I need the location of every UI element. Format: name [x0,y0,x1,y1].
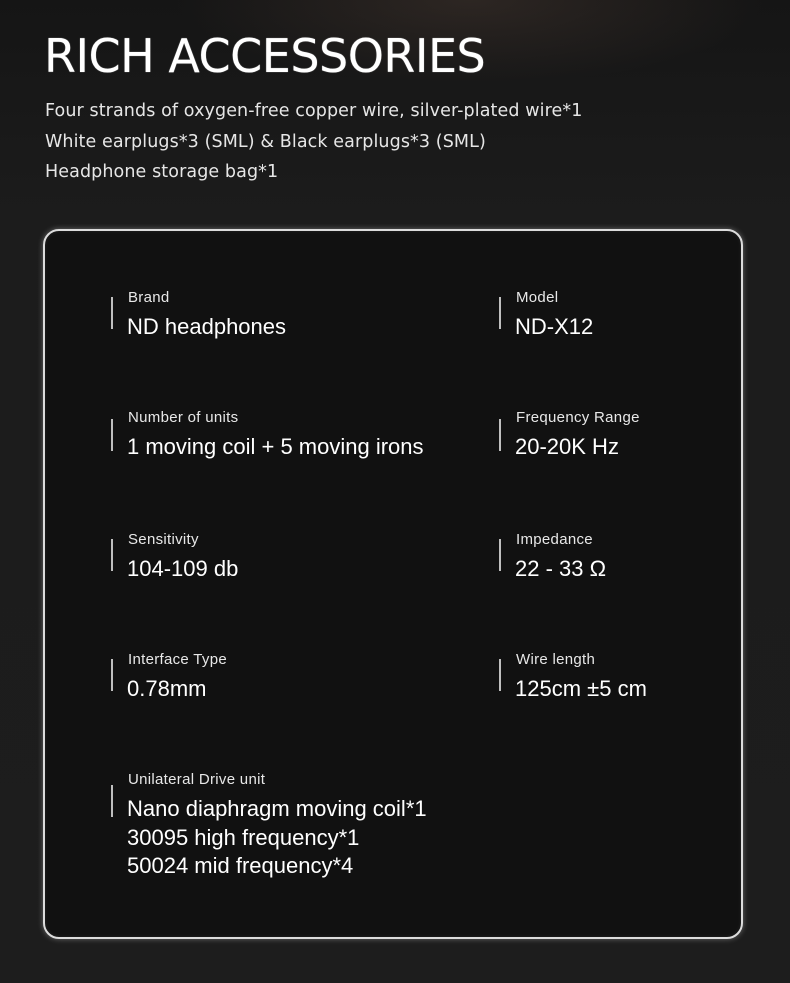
spec-value-list [127,795,427,881]
spec-label: Unilateral Drive unit [128,771,266,788]
spec-label: Interface Type [128,651,227,668]
spec-label: Sensitivity [128,531,199,548]
spec-value: 30095 high frequency*1 [127,824,360,850]
spec-label: Number of units [128,409,239,426]
spec-value: ND headphones [127,314,287,339]
divider-bar [499,539,501,571]
spec-value: 104-109 db [127,556,239,581]
spec-card [43,229,743,939]
accessory-line: Headphone storage bag*1 [45,162,279,182]
divider-bar [111,539,113,571]
spec-label: Brand [128,289,170,306]
spec-value: 0.78mm [127,676,207,701]
divider-bar [499,297,501,329]
divider-bar [499,659,501,691]
spec-value: 20-20K Hz [515,434,619,459]
spec-value: Nano diaphragm moving coil*1 [127,796,427,821]
spec-label: Wire length [516,651,596,668]
spec-value: 1 moving coil + 5 moving irons [127,434,424,459]
divider-bar [111,785,113,817]
spec-label: Frequency Range [516,409,640,426]
spec-value: 50024 mid frequency*4 [127,853,354,878]
spec-label: Impedance [516,531,593,548]
accessories-description [45,96,745,188]
divider-bar [111,297,113,329]
spec-value: 22 - 33 Ω [515,556,607,581]
page-title: RICH ACCESSORIES [44,29,486,83]
accessory-line: Four strands of oxygen-free copper wire, silver-plated wire*1 [45,101,583,121]
spec-label: Model [516,289,559,306]
spec-value: 125cm ±5 cm [515,676,647,701]
divider-bar [111,659,113,691]
divider-bar [111,419,113,451]
divider-bar [499,419,501,451]
spec-value: ND-X12 [515,314,594,339]
accessory-line: White earplugs*3 (SML) & Black earplugs*3 (SML) [45,131,486,152]
